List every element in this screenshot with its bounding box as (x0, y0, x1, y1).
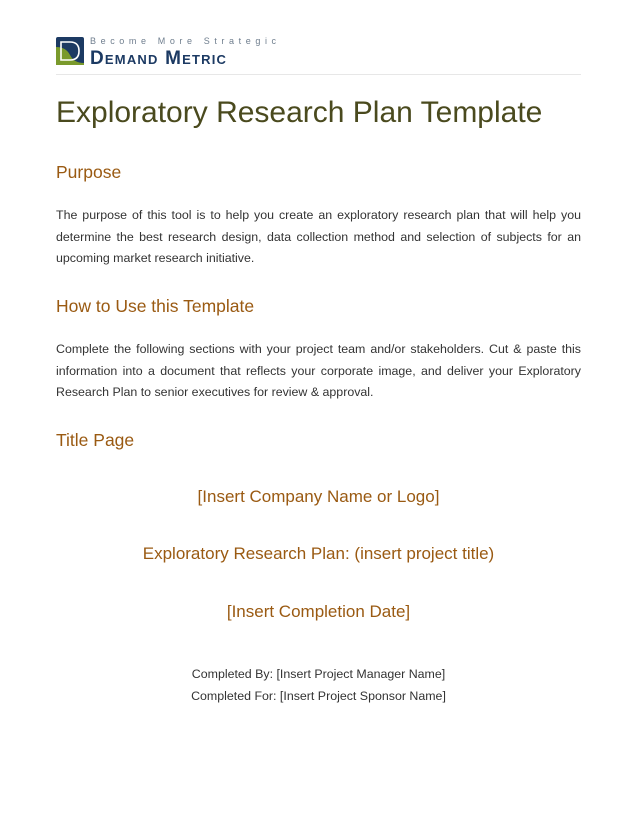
title-page-heading: Title Page (56, 430, 135, 450)
brand-name: Demand Metric (90, 48, 228, 69)
header-divider (56, 74, 581, 75)
page-title: Exploratory Research Plan Template (56, 96, 543, 129)
purpose-heading: Purpose (56, 162, 122, 182)
completed-by-line: Completed By: [Insert Project Manager Name] (191, 667, 446, 681)
completed-for-line: Completed For: [Insert Project Sponsor Name] (191, 689, 446, 703)
company-name-placeholder: [Insert Company Name or Logo] (197, 487, 440, 506)
purpose-paragraph: The purpose of this tool is to help you create an exploratory research plan that will help you determine the best research design, data collection method and selection of subjects for an upcoming market research initiative. (56, 208, 581, 266)
how-to-heading: How to Use this Template (56, 296, 255, 316)
how-to-paragraph: Complete the following sections with your project team and/or stakeholders. Cut & paste this information into a document that reflects your corporate image, and deliver your Exploratory Research Plan to senior executives for review & approval. (56, 342, 581, 400)
demand-metric-logo-mark-icon (56, 37, 84, 65)
completion-date-placeholder: [Insert Completion Date] (226, 602, 411, 621)
plan-title-placeholder: Exploratory Research Plan: (insert project title) (142, 544, 495, 563)
brand-tagline: Become More Strategic (90, 36, 281, 46)
brand-logo (56, 36, 316, 68)
